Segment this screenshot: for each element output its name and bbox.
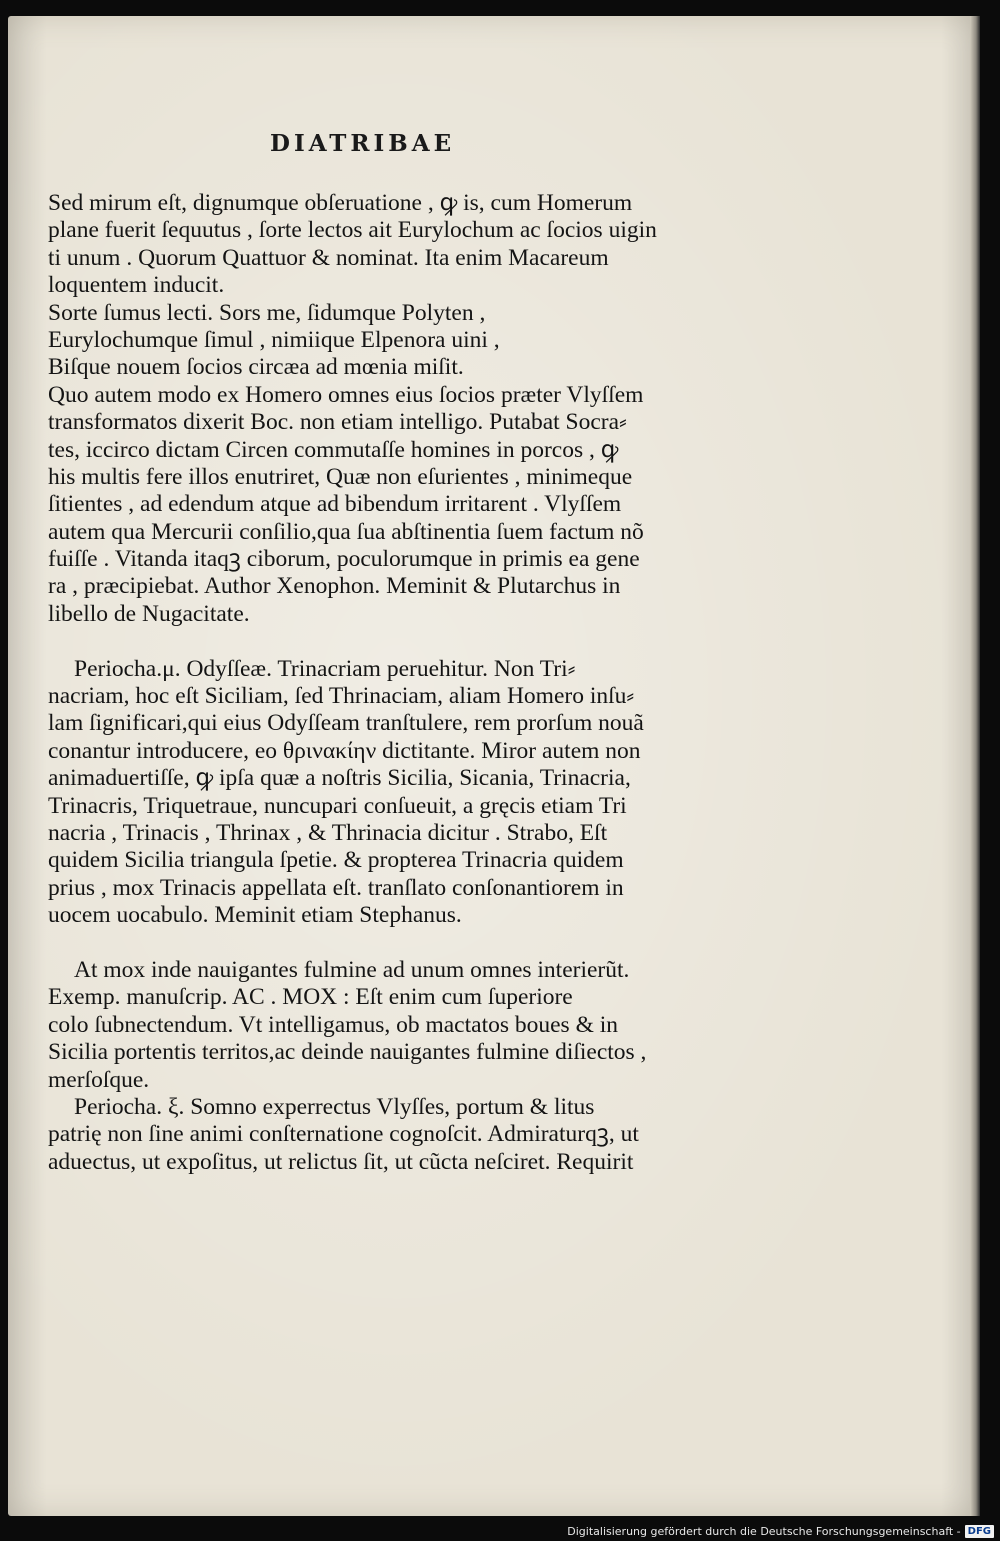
text-line: lam ſignificari,qui eius Odyſſeam tranſtulere, rem prorſum nouã	[48, 710, 644, 737]
text-line: Periocha.μ. Odyſſeæ. Trinacriam peruehitur. Non Tri⸗	[74, 655, 576, 682]
text-line: tes, iccirco dictam Circen commutaſſe homines in porcos , ꝙ	[48, 436, 619, 463]
text-line: Eurylochumque ſimul , nimiique Elpenora uini ,	[48, 326, 500, 353]
text-line: At mox inde nauigantes fulmine ad unum omnes interierũt.	[74, 956, 630, 983]
footer-text: Digitalisierung gefördert durch die Deutsche Forschungsgemeinschaft -	[567, 1525, 961, 1538]
text-line: Sorte ſumus lecti. Sors me, ſidumque Polyten ,	[48, 299, 486, 326]
text-line: ſitientes , ad edendum atque ad bibendum irritarent . Vlyſſem	[48, 491, 622, 518]
dfg-logo-icon: DFG	[965, 1525, 994, 1538]
footer-credit	[567, 1525, 994, 1538]
text-line: aduectus, ut expoſitus, ut relictus ſit, ut cũcta neſciret. Requirit	[48, 1148, 634, 1175]
text-line: loquentem inducit.	[48, 272, 225, 299]
text-line: animaduertiſſe, ꝙ ipſa quæ a noſtris Sicilia, Sicania, Trinacria,	[48, 765, 631, 792]
text-line: nacriam, hoc eſt Siciliam, ſed Thrinaciam, aliam Homero inſu⸗	[48, 683, 635, 710]
text-line: autem qua Mercurii conſilio,qua ſua abſtinentia ſuem factum nõ	[48, 518, 644, 545]
text-line: Periocha. ξ. Somno experrectus Vlyſſes, portum & litus	[74, 1093, 595, 1120]
text-line: plane fuerit ſequutus , ſorte lectos ait Eurylochum ac ſocios uigin	[48, 217, 657, 244]
paragraph-gap	[48, 930, 698, 957]
text-line: ti unum . Quorum Quattuor & nominat. Ita enim Macareum	[48, 244, 609, 271]
text-line: quidem Sicilia triangula ſpetie. & propterea Trinacria quidem	[48, 847, 624, 874]
text-line: colo ſubnectendum. Vt intelligamus, ob mactatos boues & in	[48, 1011, 619, 1038]
body-text	[48, 190, 698, 1176]
text-line: transformatos dixerit Boc. non etiam intelligo. Putabat Socra⸗	[48, 409, 627, 436]
text-line: Trinacris, Triquetraue, nuncupari conſueuit, a gręcis etiam Tri	[48, 792, 627, 819]
running-head: DIATRIBAE	[270, 130, 456, 157]
text-line: libello de Nugacitate.	[48, 600, 250, 627]
text-line: Quo autem modo ex Homero omnes eius ſocios præter Vlyſſem	[48, 381, 644, 408]
paragraph-gap	[48, 628, 698, 655]
text-line: Biſque nouem ſocios circæa ad mœnia miſit.	[48, 354, 464, 381]
text-line: conantur introducere, eo θρινακίην dictitante. Miror autem non	[48, 737, 641, 764]
text-line: nacria , Trinacis , Thrinax , & Thrinacia dicitur . Strabo, Eſt	[48, 819, 608, 846]
text-line: prius , mox Trinacis appellata eſt. tranſlato conſonantiorem in	[48, 874, 624, 901]
text-line: his multis fere illos enutriret, Quæ non eſurientes , minimeque	[48, 463, 633, 490]
text-line: Sed mirum eſt, dignumque obſeruatione , ꝙ is, cum Homerum	[48, 190, 633, 216]
text-line: Exemp. manuſcrip. AC . MOX : Eſt enim cum ſuperiore	[48, 984, 573, 1011]
text-line: uocem uocabulo. Meminit etiam Stephanus.	[48, 902, 462, 929]
text-line: Sicilia portentis territos,ac deinde nauigantes fulmine diſiectos ,	[48, 1039, 647, 1066]
text-line: patrię non ſine animi conſternatione cognoſcit. Admiraturqꝫ, ut	[48, 1121, 639, 1148]
text-line: fuiſſe . Vitanda itaqꝫ ciborum, poculorumque in primis ea gene	[48, 546, 640, 573]
page-edge	[970, 16, 980, 1516]
text-line: merſoſque.	[48, 1066, 150, 1093]
text-line: ra , præcipiebat. Author Xenophon. Meminit & Plutarchus in	[48, 573, 621, 600]
